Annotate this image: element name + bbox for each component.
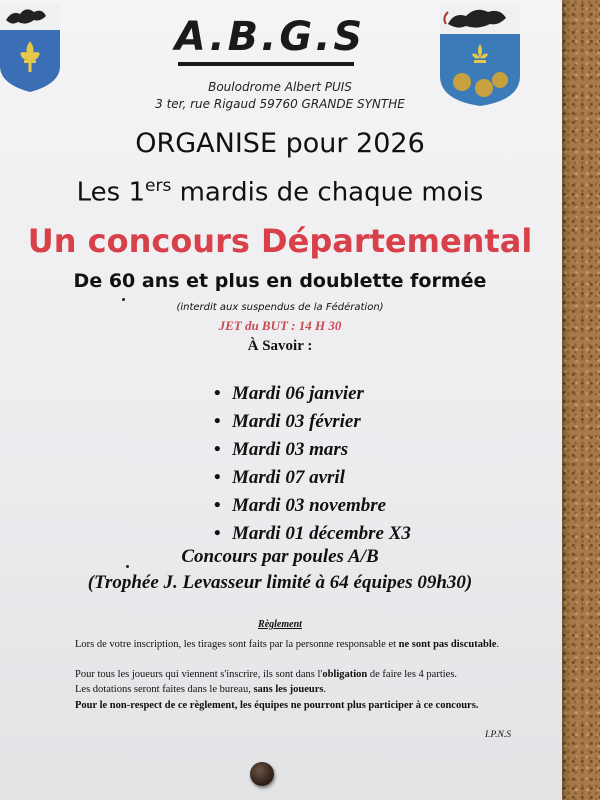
age-category: De 60 ans et plus en doublette formée	[73, 270, 487, 292]
reglement-title: Règlement	[258, 619, 302, 630]
bullet-icon: •	[214, 495, 221, 516]
jet-du-but: JET du BUT : 14 H 30	[218, 318, 342, 333]
mardis-sup: ers	[145, 176, 172, 196]
bullet-icon: •	[214, 383, 221, 404]
bullet-icon: •	[214, 439, 221, 460]
trophee-line: (Trophée J. Levasseur limité à 64 équipes 09h30)	[87, 572, 473, 593]
club-title: A.B.G.S	[174, 14, 366, 60]
date-item: • Mardi 07 avril	[214, 464, 411, 492]
ink-dot	[126, 565, 129, 568]
ipns-label: I.P.N.S	[485, 730, 511, 740]
bullet-icon: •	[214, 523, 221, 544]
dates-list	[214, 380, 411, 548]
bullet-icon: •	[214, 467, 221, 488]
reglement-paragraph-1: Lors de votre inscription, les tirages sont faits par la personne responsable et ne sont pas discutable.	[75, 639, 500, 650]
organise-heading: ORGANISE pour 2026	[135, 128, 425, 159]
mardis-heading	[0, 176, 560, 208]
a-savoir-label: À Savoir :	[247, 338, 313, 354]
suspension-note: (interdit aux suspendus de la Fédération)	[176, 302, 384, 313]
venue-name: Boulodrome Albert PUIS	[208, 80, 352, 94]
date-item: • Mardi 03 novembre	[214, 492, 411, 520]
left-crest-icon	[0, 4, 60, 92]
reglement-paragraph-3: Les dotations seront faites dans le bureau, sans les joueurs.	[75, 684, 327, 695]
mardis-suffix: mardis de chaque mois	[171, 177, 484, 208]
bullet-icon: •	[214, 411, 221, 432]
ink-dot	[122, 298, 125, 301]
date-item: • Mardi 03 mars	[214, 436, 411, 464]
thumbtack-icon	[250, 762, 274, 786]
date-item: • Mardi 06 janvier	[214, 380, 411, 408]
date-item: • Mardi 03 février	[214, 408, 411, 436]
venue-address: 3 ter, rue Rigaud 59760 GRANDE SYNTHE	[155, 97, 405, 111]
reglement-paragraph-2: Pour tous les joueurs qui viennent s'inscrire, ils sont dans l'obligation de faire les 4 parties.	[75, 669, 458, 680]
reglement-paragraph-4: Pour le non-respect de ce règlement, les équipes ne pourront plus participer à ce concours.	[75, 700, 479, 711]
title-underline	[178, 62, 354, 66]
mardis-prefix: Les 1	[76, 177, 146, 208]
concours-heading: Un concours Départemental	[27, 222, 533, 260]
date-item: • Mardi 01 décembre X3	[214, 520, 411, 548]
poules-line: Concours par poules A/B	[181, 546, 379, 567]
